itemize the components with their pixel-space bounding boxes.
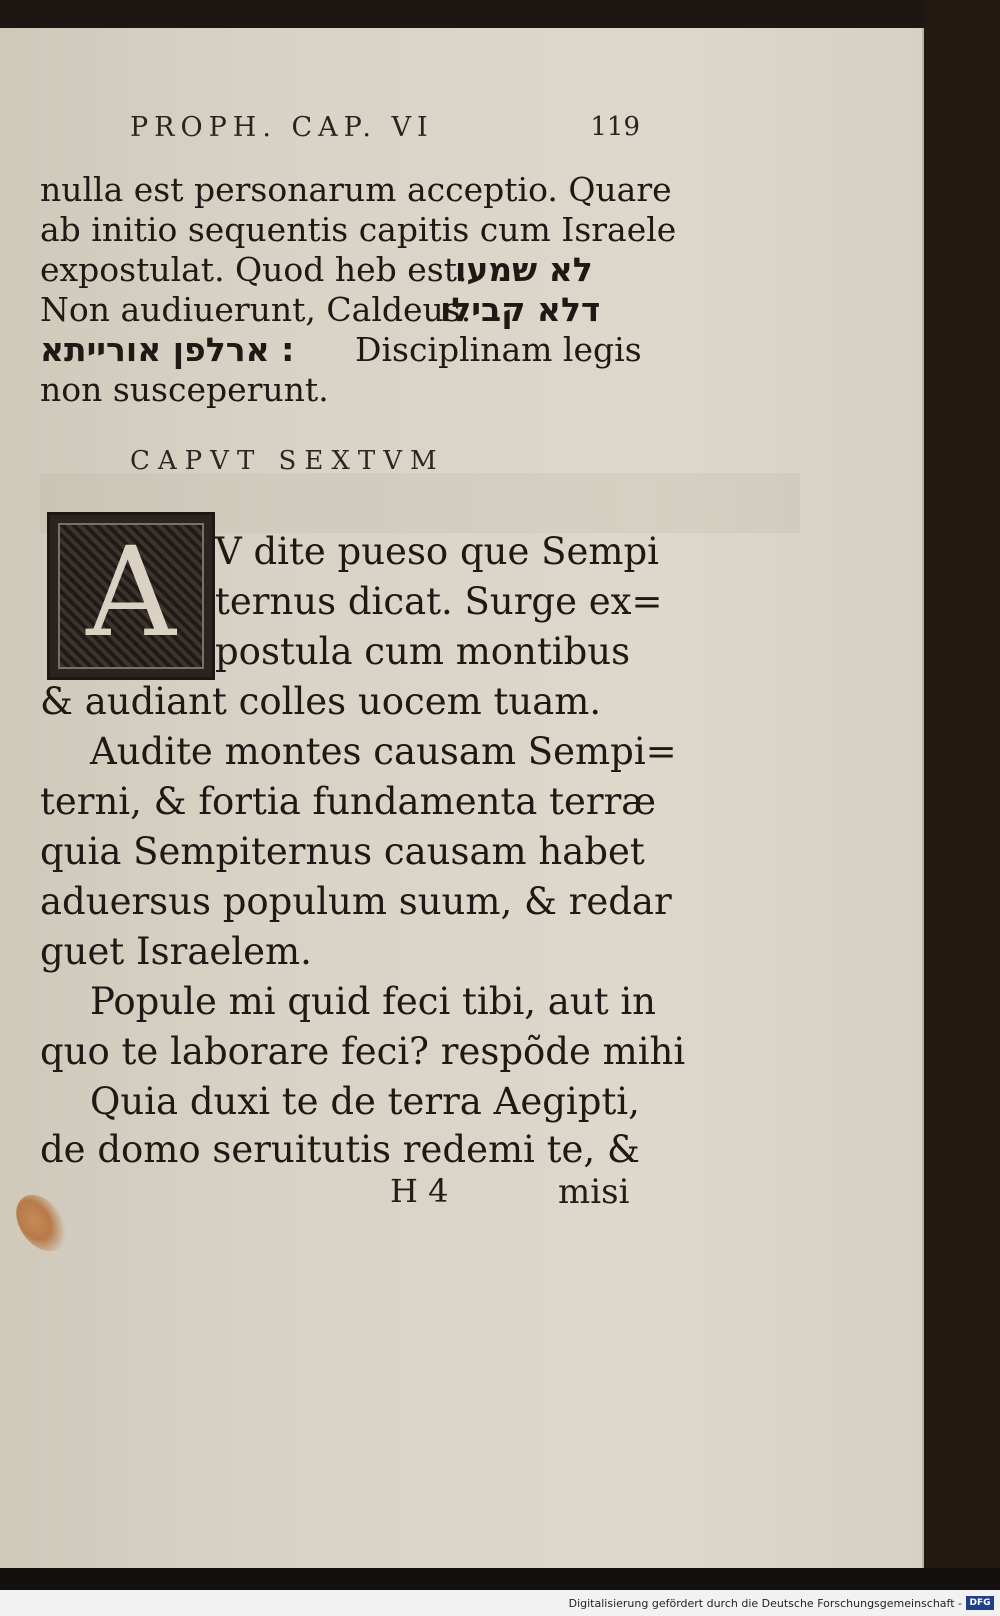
scan-top-margin: [0, 0, 1000, 28]
scan-right-margin: [924, 0, 1000, 1590]
body-line: guet Israelem.: [40, 930, 312, 973]
text-line: [40, 250, 467, 289]
body-line: de domo seruitutis redemi te, &: [40, 1128, 640, 1171]
body-line: quo te laborare feci? respõde mihi: [40, 1030, 686, 1073]
text-line: Non audiuerunt, Caldeus.: [40, 290, 472, 329]
body-line: Popule mi quid feci tibi, aut in: [90, 980, 656, 1023]
body-line: Quia duxi te de terra Aegipti,: [90, 1080, 640, 1123]
decorated-initial: [47, 512, 215, 680]
hebrew-text: : ארלפן אורייתא: [40, 330, 295, 369]
text-line: ab initio sequentis capitis cum Israele: [40, 210, 677, 249]
chapter-heading: CAPVT SEXTVM: [130, 446, 445, 476]
hebrew-text: לא שמעו: [455, 250, 593, 289]
folio-number: 119: [590, 112, 640, 142]
text-line: nulla est personarum acceptio. Quare: [40, 170, 672, 209]
body-line: terni, & fortia fundamenta terræ: [40, 780, 657, 823]
text-line-latin: expostulat. Quod heb est.: [40, 250, 468, 289]
body-line: Audite montes causam Sempi=: [90, 730, 677, 773]
text-line: non susceperunt.: [40, 370, 329, 409]
body-line: quia Sempiternus causam habet: [40, 830, 645, 873]
scan-bottom-margin: [0, 1568, 1000, 1590]
running-head: [130, 112, 640, 152]
body-line: V dite pueso que Sempi: [215, 530, 659, 573]
body-line: aduersus populum suum, & redar: [40, 880, 672, 923]
initial-letter: A: [86, 521, 176, 665]
dfg-logo: DFG: [966, 1596, 994, 1610]
running-head-title: PROPH. CAP. VI: [130, 112, 434, 143]
text-line: Disciplinam legis: [355, 330, 642, 369]
digitization-footer: [0, 1590, 1000, 1616]
body-line: ternus dicat. Surge ex=: [215, 580, 663, 623]
page-stain-spot: [6, 1186, 76, 1261]
body-line: postula cum montibus: [215, 630, 631, 673]
body-line: & audiant colles uocem tuam.: [40, 680, 602, 723]
catchword: misi: [558, 1172, 630, 1212]
footer-credit: Digitalisierung gefördert durch die Deutsche Forschungsgemeinschaft -: [568, 1597, 962, 1610]
signature-mark: H 4: [390, 1172, 449, 1210]
hebrew-text: דלא קבילו: [440, 290, 601, 329]
